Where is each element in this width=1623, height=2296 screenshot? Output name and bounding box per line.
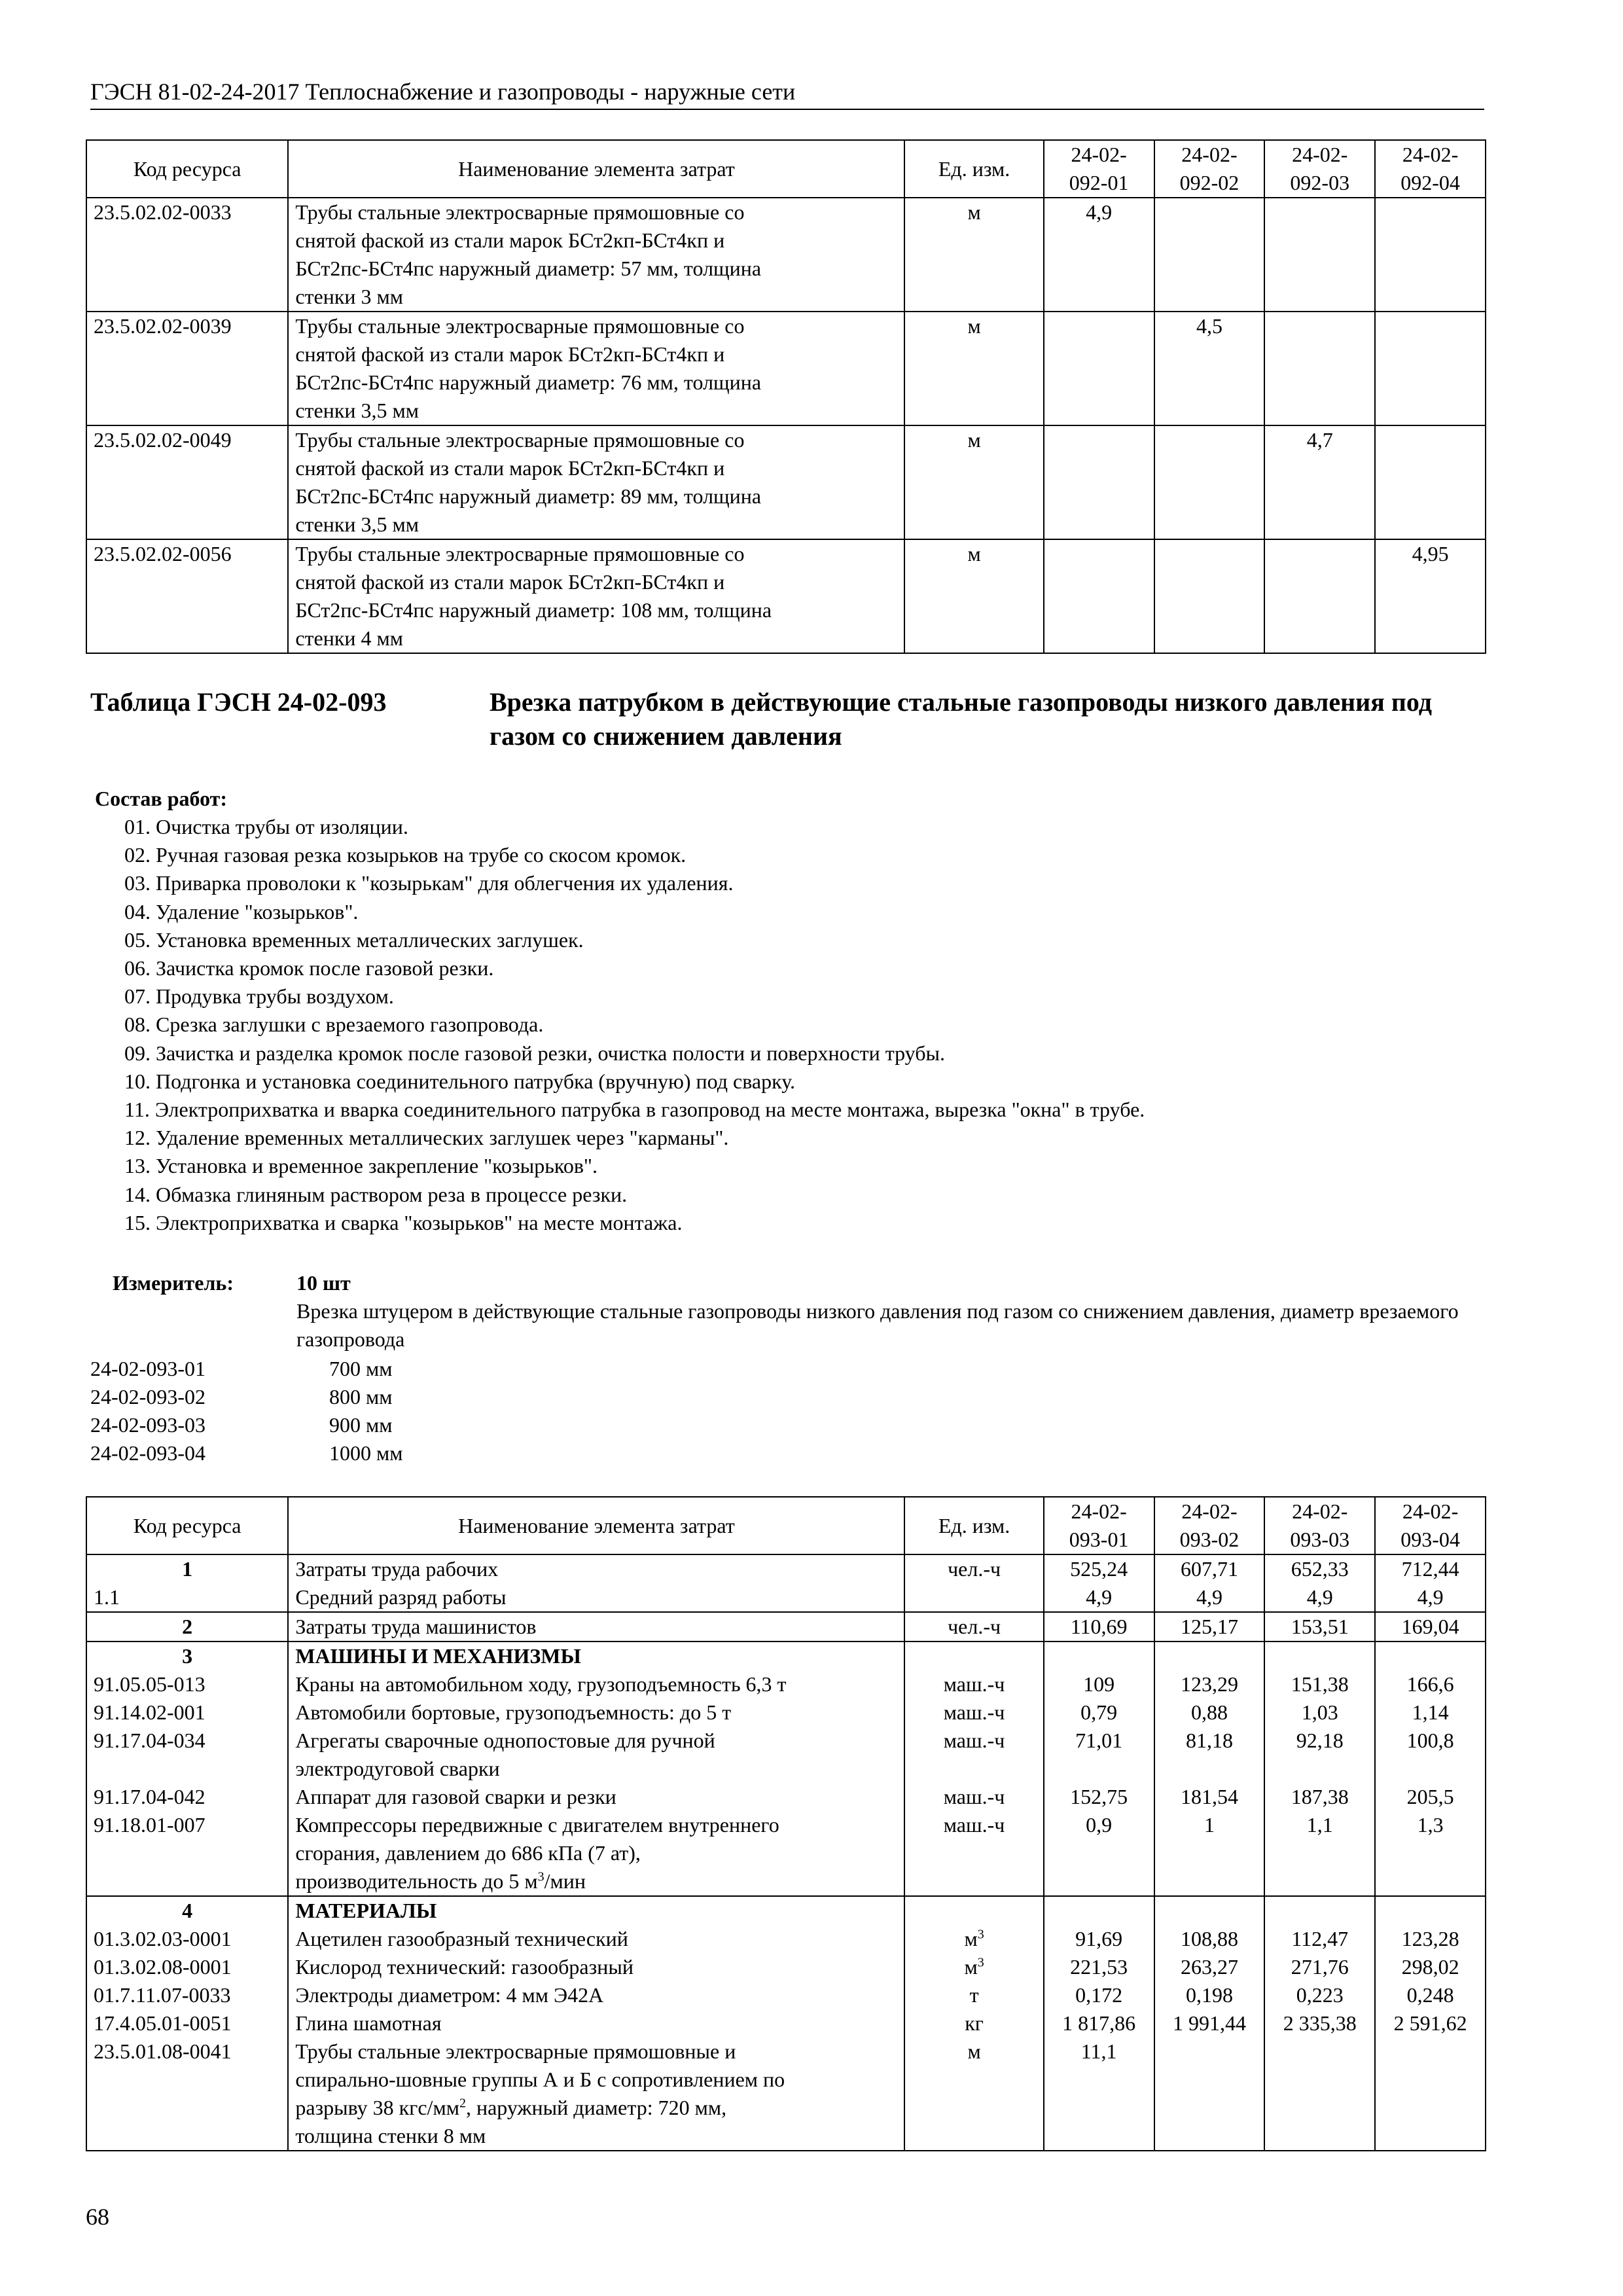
resource-value: 525,24 (1044, 1554, 1154, 1583)
table-header-row (86, 140, 1486, 198)
resource-value (1264, 1896, 1375, 1925)
header-rule (90, 109, 1484, 110)
variant-row (90, 1383, 403, 1411)
resource-value: 166,6 (1375, 1670, 1486, 1698)
resource-value: 0,9 (1044, 1811, 1154, 1896)
variant-list (90, 1355, 403, 1467)
table-row (86, 1698, 1486, 1727)
table-row (86, 1641, 1486, 1670)
resource-code: 4 (86, 1896, 288, 1925)
table-header-cell: Код ресурса (86, 1497, 288, 1554)
resource-value: 71,01 (1044, 1727, 1154, 1783)
resource-value: 123,29 (1154, 1670, 1265, 1698)
resource-value: 607,71 (1154, 1554, 1265, 1583)
resource-value: 298,02 (1375, 1953, 1486, 1981)
table-row (86, 1612, 1486, 1641)
resource-code: 23.5.02.02-0049 (86, 425, 288, 539)
resource-unit (904, 1583, 1043, 1612)
table-header-cell: 24-02- 092-03 (1264, 140, 1375, 198)
table-row (86, 2037, 1486, 2151)
work-item: 02. Ручная газовая резка козырьков на трубе со скосом кромок. (124, 843, 687, 867)
resource-table-092 (86, 139, 1486, 654)
resource-value: 4,9 (1044, 198, 1154, 312)
resource-value (1375, 2037, 1486, 2151)
page-header: ГЭСН 81-02-24-2017 Теплоснабжение и газопроводы - наружные сети (90, 79, 796, 105)
table-row (86, 1896, 1486, 1925)
resource-name: Электроды диаметром: 4 мм Э42А (288, 1981, 904, 2009)
resource-value (1154, 198, 1265, 312)
resource-value (1375, 1896, 1486, 1925)
work-item: 12. Удаление временных металлических заглушек через "карманы". (124, 1126, 729, 1150)
resource-unit: м (904, 2037, 1043, 2151)
resource-code: 91.14.02-001 (86, 1698, 288, 1727)
table-row (86, 198, 1486, 312)
resource-name: Затраты труда рабочих (288, 1554, 904, 1583)
table-header-cell: 24-02- 093-04 (1375, 1497, 1486, 1554)
resource-value: 181,54 (1154, 1783, 1265, 1811)
resource-value: 1,3 (1375, 1811, 1486, 1896)
resource-code: 23.5.01.08-0041 (86, 2037, 288, 2151)
meter-unit: 10 шт (296, 1271, 351, 1295)
resource-value (1375, 425, 1486, 539)
resource-value (1264, 198, 1375, 312)
table-header-cell: 24-02- 092-04 (1375, 140, 1486, 198)
variant-code: 24-02-093-03 (90, 1413, 205, 1437)
work-item: 13. Установка и временное закрепление "козырьков". (124, 1154, 597, 1178)
work-item: 14. Обмазка глиняным раствором реза в процессе резки. (124, 1182, 628, 1206)
resource-value: 4,95 (1375, 539, 1486, 653)
resource-value: 1,1 (1264, 1811, 1375, 1896)
resource-code: 17.4.05.01-0051 (86, 2009, 288, 2037)
resource-value: 108,88 (1154, 1925, 1265, 1953)
resource-value (1375, 312, 1486, 425)
resource-value: 0,223 (1264, 1981, 1375, 2009)
section-name: Врезка патрубком в действующие стальные газопроводы низкого давления под газом со снижением давления (490, 687, 1432, 751)
resource-name: Агрегаты сварочные однопостовые для ручной электродуговой сварки (288, 1727, 904, 1783)
table-row (86, 1925, 1486, 1953)
resource-value: 1 (1154, 1811, 1265, 1896)
variant-row (90, 1439, 403, 1467)
resource-unit: $м^3$ (904, 1925, 1043, 1953)
resource-unit: м (904, 425, 1043, 539)
resource-unit: м (904, 539, 1043, 653)
table-row (86, 312, 1486, 425)
resource-code: 01.3.02.08-0001 (86, 1953, 288, 1981)
resource-unit: чел.-ч (904, 1612, 1043, 1641)
resource-name: Трубы стальные электросварные прямошовные со снятой фаской из стали марок БСт2кп-БСт4кп и БСт2пс-БСт4пс наружный диаметр: 89 мм, толщина стенки 3,5 мм (288, 425, 904, 539)
resource-value: 4,7 (1264, 425, 1375, 539)
resource-value (1044, 539, 1154, 653)
work-item: 07. Продувка трубы воздухом. (124, 984, 394, 1009)
table-row (86, 1554, 1486, 1583)
table-header-row (86, 1497, 1486, 1554)
resource-value: 4,5 (1154, 312, 1265, 425)
variant-value: 900 мм (329, 1413, 393, 1437)
resource-name: Автомобили бортовые, грузоподъемность: до 5 т (288, 1698, 904, 1727)
resource-value: 4,9 (1375, 1583, 1486, 1612)
resource-name: Глина шамотная (288, 2009, 904, 2037)
resource-unit: т (904, 1981, 1043, 2009)
resource-value (1375, 198, 1486, 312)
resource-value: 271,76 (1264, 1953, 1375, 1981)
resource-value: 2 335,38 (1264, 2009, 1375, 2037)
resource-unit: чел.-ч (904, 1554, 1043, 1583)
resource-code: 01.3.02.03-0001 (86, 1925, 288, 1953)
resource-value: 1,03 (1264, 1698, 1375, 1727)
variant-code: 24-02-093-02 (90, 1385, 205, 1408)
table-header-cell: 24-02- 093-02 (1154, 1497, 1265, 1554)
work-item: 05. Установка временных металлических заглушек. (124, 927, 584, 952)
resource-name: Трубы стальные электросварные прямошовные и спирально-шовные группы А и Б с сопротивлением по разрыву 38 кгс/$мм^2$, наружный диаметр: 720 мм, толщина стенки 8 мм (288, 2037, 904, 2151)
resource-value: 4,9 (1264, 1583, 1375, 1612)
resource-name: Трубы стальные электросварные прямошовные со снятой фаской из стали марок БСт2кп-БСт4кп и БСт2пс-БСт4пс наружный диаметр: 76 мм, толщина стенки 3,5 мм (288, 312, 904, 425)
resource-value (1264, 312, 1375, 425)
resource-value (1264, 539, 1375, 653)
resource-unit: м (904, 198, 1043, 312)
resource-value: 0,198 (1154, 1981, 1265, 2009)
resource-unit: маш.-ч (904, 1727, 1043, 1783)
resource-value (1154, 1641, 1265, 1670)
table-row (86, 2009, 1486, 2037)
resource-value: 11,1 (1044, 2037, 1154, 2151)
variant-code: 24-02-093-04 (90, 1441, 205, 1465)
table-header-cell: 24-02- 093-03 (1264, 1497, 1375, 1554)
meter-label: Измеритель: (113, 1271, 234, 1295)
resource-value: 91,69 (1044, 1925, 1154, 1953)
meter-description: Врезка штуцером в действующие стальные газопроводы низкого давления под газом со снижением давления, диаметр врезаемого газопровода (296, 1299, 1459, 1351)
resource-value: 4,9 (1044, 1583, 1154, 1612)
resource-value: 2 591,62 (1375, 2009, 1486, 2037)
work-item: 10. Подгонка и установка соединительного патрубка (вручную) под сварку. (124, 1069, 795, 1093)
resource-name: Аппарат для газовой сварки и резки (288, 1783, 904, 1811)
resource-code: 23.5.02.02-0056 (86, 539, 288, 653)
resource-unit (904, 1896, 1043, 1925)
resource-code: 1 (86, 1554, 288, 1583)
resource-value: 112,47 (1264, 1925, 1375, 1953)
table-header-cell: 24-02- 093-01 (1044, 1497, 1154, 1554)
resource-table-093 (86, 1496, 1486, 2151)
resource-code: 1.1 (86, 1583, 288, 1612)
table-header-cell: Ед. изм. (904, 1497, 1043, 1554)
table-row (86, 1727, 1486, 1783)
resource-value: 151,38 (1264, 1670, 1375, 1698)
resource-name: Средний разряд работы (288, 1583, 904, 1612)
table-header-cell: Код ресурса (86, 140, 288, 198)
resource-value: 0,172 (1044, 1981, 1154, 2009)
resource-value: 92,18 (1264, 1727, 1375, 1783)
resource-name: МАШИНЫ И МЕХАНИЗМЫ (288, 1641, 904, 1670)
table-header-cell: 24-02- 092-01 (1044, 140, 1154, 198)
works-heading: Состав работ: (95, 787, 228, 810)
work-item: 01. Очистка трубы от изоляции. (124, 815, 408, 838)
resource-value: 187,38 (1264, 1783, 1375, 1811)
table-header-cell: Наименование элемента затрат (288, 1497, 904, 1554)
table-row (86, 425, 1486, 539)
resource-value (1044, 425, 1154, 539)
work-item: 03. Приварка проволоки к "козырькам" для облегчения их удаления. (124, 871, 734, 895)
table-header-cell: Наименование элемента затрат (288, 140, 904, 198)
table-row (86, 1981, 1486, 2009)
variant-row (90, 1355, 403, 1383)
table-row (86, 1583, 1486, 1612)
resource-value: 123,28 (1375, 1925, 1486, 1953)
resource-unit: маш.-ч (904, 1811, 1043, 1896)
resource-value (1154, 1896, 1265, 1925)
resource-name: Трубы стальные электросварные прямошовные со снятой фаской из стали марок БСт2кп-БСт4кп и БСт2пс-БСт4пс наружный диаметр: 108 мм, толщина стенки 4 мм (288, 539, 904, 653)
table-row (86, 1670, 1486, 1698)
variant-code: 24-02-093-01 (90, 1357, 205, 1380)
resource-unit: м (904, 312, 1043, 425)
resource-code: 91.17.04-042 (86, 1783, 288, 1811)
resource-name: Краны на автомобильном ходу, грузоподъемность 6,3 т (288, 1670, 904, 1698)
resource-value: 4,9 (1154, 1583, 1265, 1612)
table-header-cell: 24-02- 092-02 (1154, 140, 1265, 198)
section-title: Таблица ГЭСН 24-02-093 (90, 687, 387, 717)
table-header-cell: Ед. изм. (904, 140, 1043, 198)
works-list (124, 813, 1145, 1237)
resource-value: 205,5 (1375, 1783, 1486, 1811)
resource-name: Ацетилен газообразный технический (288, 1925, 904, 1953)
resource-code: 23.5.02.02-0033 (86, 198, 288, 312)
resource-name: Трубы стальные электросварные прямошовные со снятой фаской из стали марок БСт2кп-БСт4кп и БСт2пс-БСт4пс наружный диаметр: 57 мм, толщина стенки 3 мм (288, 198, 904, 312)
resource-unit (904, 1641, 1043, 1670)
resource-value: 1,14 (1375, 1698, 1486, 1727)
resource-value (1154, 2037, 1265, 2151)
resource-value (1154, 539, 1265, 653)
resource-value (1044, 1641, 1154, 1670)
resource-value: 221,53 (1044, 1953, 1154, 1981)
resource-code: 91.05.05-013 (86, 1670, 288, 1698)
resource-value: 81,18 (1154, 1727, 1265, 1783)
resource-value: 125,17 (1154, 1612, 1265, 1641)
resource-code: 23.5.02.02-0039 (86, 312, 288, 425)
resource-value (1264, 1641, 1375, 1670)
resource-value: 263,27 (1154, 1953, 1265, 1981)
page-number: 68 (86, 2204, 109, 2230)
work-item: 06. Зачистка кромок после газовой резки. (124, 956, 494, 980)
resource-code: 2 (86, 1612, 288, 1641)
resource-code: 3 (86, 1641, 288, 1670)
work-item: 04. Удаление "козырьков". (124, 899, 359, 924)
variant-value: 1000 мм (329, 1441, 403, 1465)
resource-unit: кг (904, 2009, 1043, 2037)
resource-unit: $м^3$ (904, 1953, 1043, 1981)
resource-value: 0,88 (1154, 1698, 1265, 1727)
resource-value (1044, 1896, 1154, 1925)
variant-row (90, 1411, 403, 1439)
resource-value: 652,33 (1264, 1554, 1375, 1583)
variant-value: 800 мм (329, 1385, 393, 1408)
table-row (86, 1811, 1486, 1896)
resource-value (1044, 312, 1154, 425)
table-row (86, 1953, 1486, 1981)
resource-unit: маш.-ч (904, 1698, 1043, 1727)
resource-value: 153,51 (1264, 1612, 1375, 1641)
resource-value (1264, 2037, 1375, 2151)
resource-value: 100,8 (1375, 1727, 1486, 1783)
resource-value: 109 (1044, 1670, 1154, 1698)
resource-value: 110,69 (1044, 1612, 1154, 1641)
resource-name: МАТЕРИАЛЫ (288, 1896, 904, 1925)
work-item: 15. Электроприхватка и сварка "козырьков" на месте монтажа. (124, 1210, 683, 1234)
resource-code: 91.18.01-007 (86, 1811, 288, 1896)
resource-value: 1 817,86 (1044, 2009, 1154, 2037)
resource-name: Затраты труда машинистов (288, 1612, 904, 1641)
resource-code: 01.7.11.07-0033 (86, 1981, 288, 2009)
work-item: 09. Зачистка и разделка кромок после газовой резки, очистка полости и поверхности трубы. (124, 1041, 946, 1065)
resource-value: 152,75 (1044, 1783, 1154, 1811)
work-item: 08. Срезка заглушки с врезаемого газопровода. (124, 1013, 544, 1037)
resource-value: 712,44 (1375, 1554, 1486, 1583)
variant-value: 700 мм (329, 1357, 393, 1380)
work-item: 11. Электроприхватка и вварка соединительного патрубка в газопровод на месте монтажа, вырезка "окна" в трубе. (124, 1098, 1145, 1122)
table-row (86, 1783, 1486, 1811)
resource-value: 0,248 (1375, 1981, 1486, 2009)
table-row (86, 539, 1486, 653)
resource-value: 1 991,44 (1154, 2009, 1265, 2037)
resource-value (1154, 425, 1265, 539)
resource-unit: маш.-ч (904, 1670, 1043, 1698)
resource-value: 169,04 (1375, 1612, 1486, 1641)
resource-value: 0,79 (1044, 1698, 1154, 1727)
resource-value (1375, 1641, 1486, 1670)
resource-name: Компрессоры передвижные с двигателем внутреннего сгорания, давлением до 686 кПа (7 ат), производительность до 5 $м^3$/мин (288, 1811, 904, 1896)
resource-code: 91.17.04-034 (86, 1727, 288, 1783)
resource-name: Кислород технический: газообразный (288, 1953, 904, 1981)
resource-unit: маш.-ч (904, 1783, 1043, 1811)
